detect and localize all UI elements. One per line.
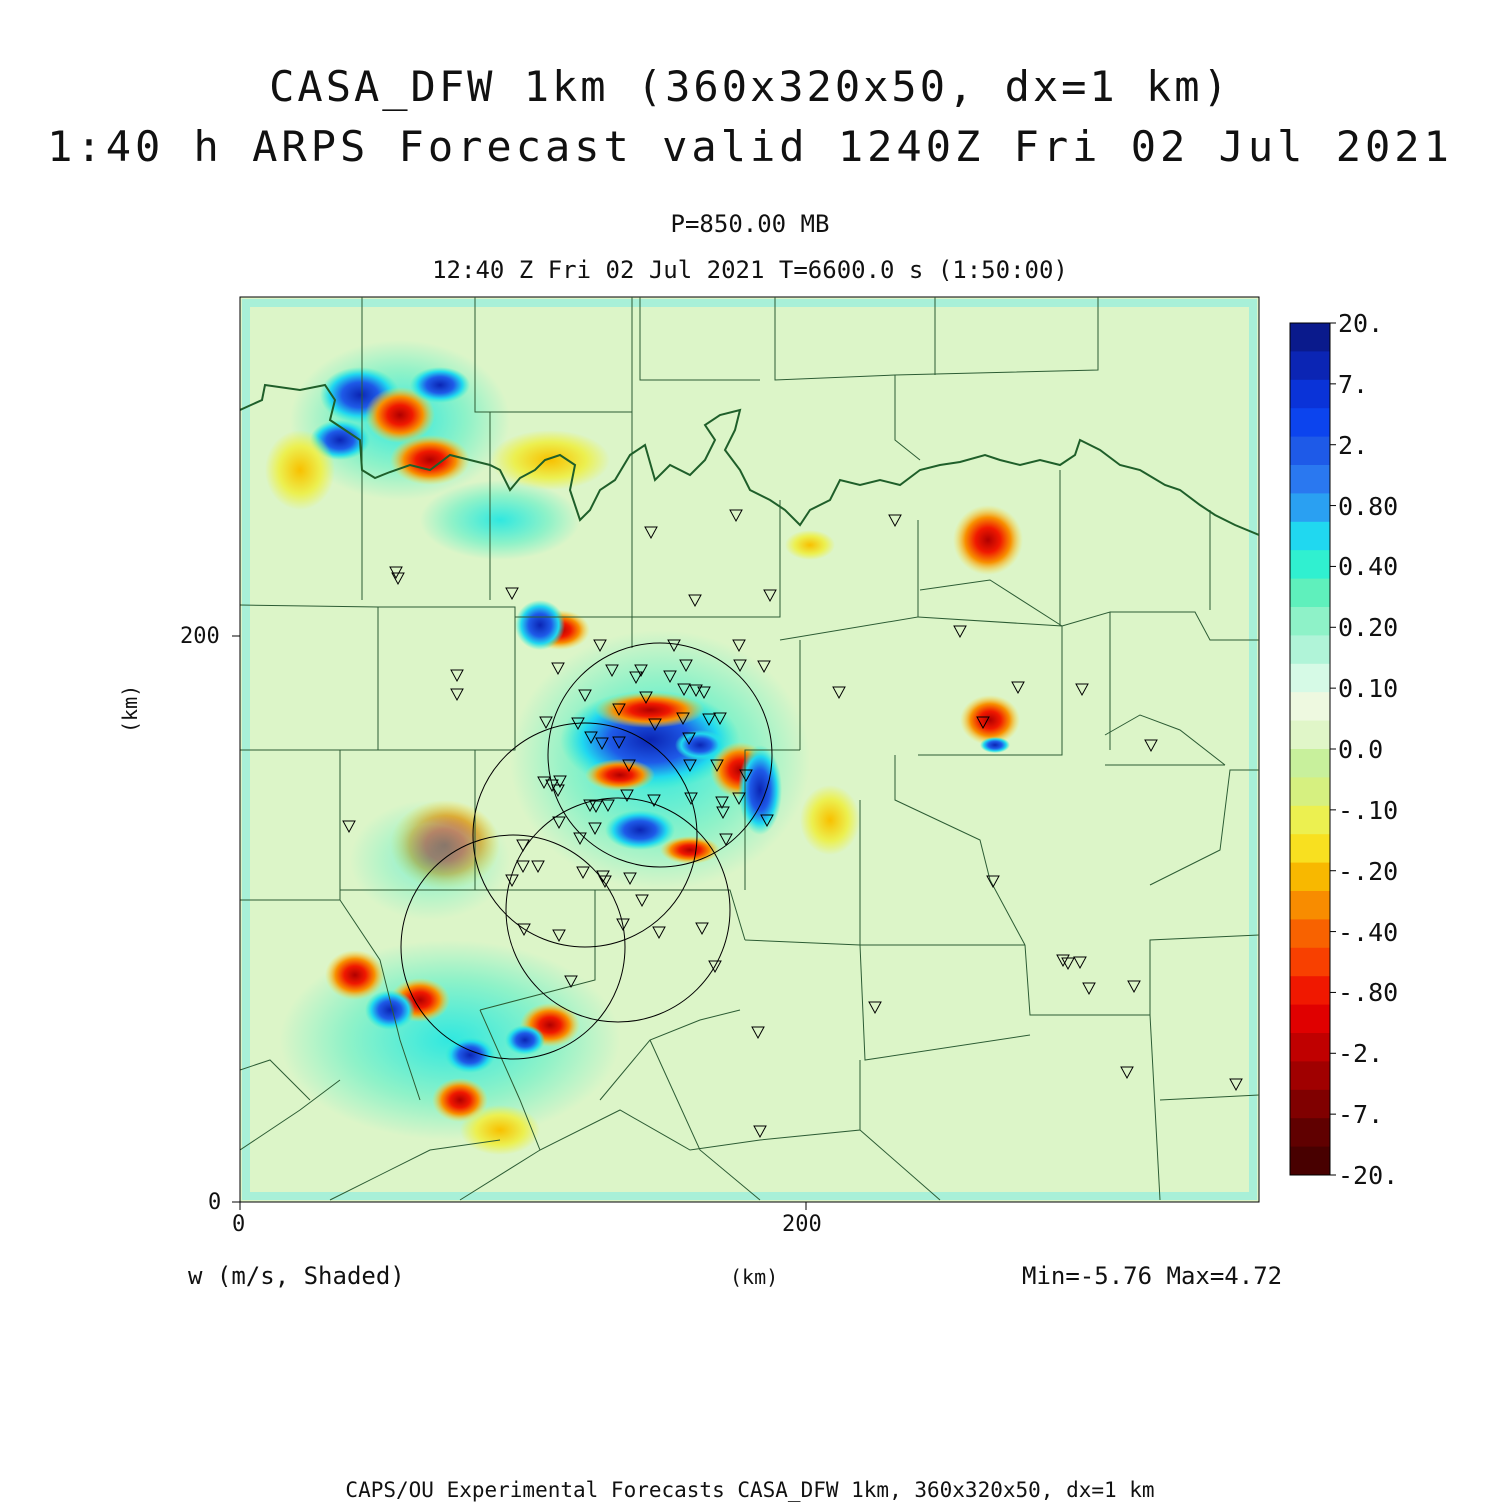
x-axis-label: (km)	[730, 1265, 779, 1289]
x-tick-200: 200	[782, 1212, 822, 1237]
colorbar-label: -7.	[1338, 1100, 1384, 1130]
colorbar-label: 7.	[1338, 369, 1369, 399]
colorbar-swatch	[1290, 408, 1330, 437]
colorbar-swatch	[1290, 834, 1330, 863]
colorbar-label: 0.0	[1338, 735, 1384, 764]
colorbar-swatch	[1290, 579, 1330, 608]
field-min-max: Min=-5.76 Max=4.72	[1022, 1262, 1283, 1290]
colorbar-swatch	[1290, 976, 1330, 1005]
plot-title-line2: 1:40 h ARPS Forecast valid 1240Z Fri 02 Jul 2021	[47, 122, 1453, 171]
colorbar-label: 0.10	[1338, 674, 1399, 704]
colorbar-swatch	[1290, 863, 1330, 892]
colorbar-swatch	[1290, 323, 1330, 352]
y-tick-0: 0	[208, 1190, 222, 1215]
colorbar-swatch	[1290, 550, 1330, 579]
colorbar-swatch	[1290, 1061, 1330, 1090]
colorbar-swatch	[1290, 1005, 1330, 1034]
colorbar	[1290, 323, 1336, 1176]
plot-title-line1: CASA_DFW 1km (360x320x50, dx=1 km)	[269, 62, 1231, 111]
colorbar-swatch	[1290, 635, 1330, 664]
colorbar-swatch	[1290, 351, 1330, 380]
colorbar-label: -.40	[1338, 917, 1399, 947]
y-axis-label: (km)	[118, 684, 142, 733]
colorbar-label: -.20	[1338, 856, 1399, 886]
colorbar-swatch	[1290, 380, 1330, 409]
colorbar-label: -2.	[1338, 1039, 1384, 1069]
colorbar-swatch	[1290, 1033, 1330, 1062]
colorbar-swatch	[1290, 465, 1330, 494]
colorbar-swatch	[1290, 777, 1330, 806]
colorbar-label: -.10	[1338, 795, 1399, 825]
colorbar-label: 20.	[1338, 309, 1384, 338]
colorbar-swatch	[1290, 806, 1330, 835]
x-tick-0: 0	[232, 1212, 246, 1237]
colorbar-label: -.80	[1338, 978, 1399, 1008]
colorbar-swatch	[1290, 692, 1330, 721]
field-label: w (m/s, Shaded)	[188, 1262, 405, 1290]
valid-time: 12:40 Z Fri 02 Jul 2021 T=6600.0 s (1:50:00)	[432, 256, 1068, 284]
colorbar-swatch	[1290, 891, 1330, 920]
colorbar-swatch	[1290, 437, 1330, 466]
colorbar-swatch	[1290, 1090, 1330, 1119]
colorbar-swatch	[1290, 607, 1330, 636]
colorbar-label: 0.40	[1338, 552, 1399, 582]
colorbar-label: 0.80	[1338, 491, 1399, 521]
colorbar-label: -20.	[1338, 1161, 1399, 1190]
pressure-level: P=850.00 MB	[670, 210, 830, 238]
footer-credit: CAPS/OU Experimental Forecasts CASA_DFW 1km, 360x320x50, dx=1 km	[345, 1478, 1155, 1502]
colorbar-swatch	[1290, 919, 1330, 948]
y-tick-200: 200	[180, 624, 220, 649]
colorbar-swatch	[1290, 493, 1330, 522]
colorbar-label: 2.	[1338, 430, 1369, 460]
colorbar-swatch	[1290, 664, 1330, 693]
colorbar-swatch	[1290, 1118, 1330, 1147]
colorbar-swatch	[1290, 721, 1330, 750]
colorbar-swatch	[1290, 948, 1330, 977]
colorbar-swatch	[1290, 522, 1330, 551]
colorbar-swatch	[1290, 749, 1330, 778]
colorbar-swatch	[1290, 1147, 1330, 1176]
colorbar-label: 0.20	[1338, 613, 1399, 643]
